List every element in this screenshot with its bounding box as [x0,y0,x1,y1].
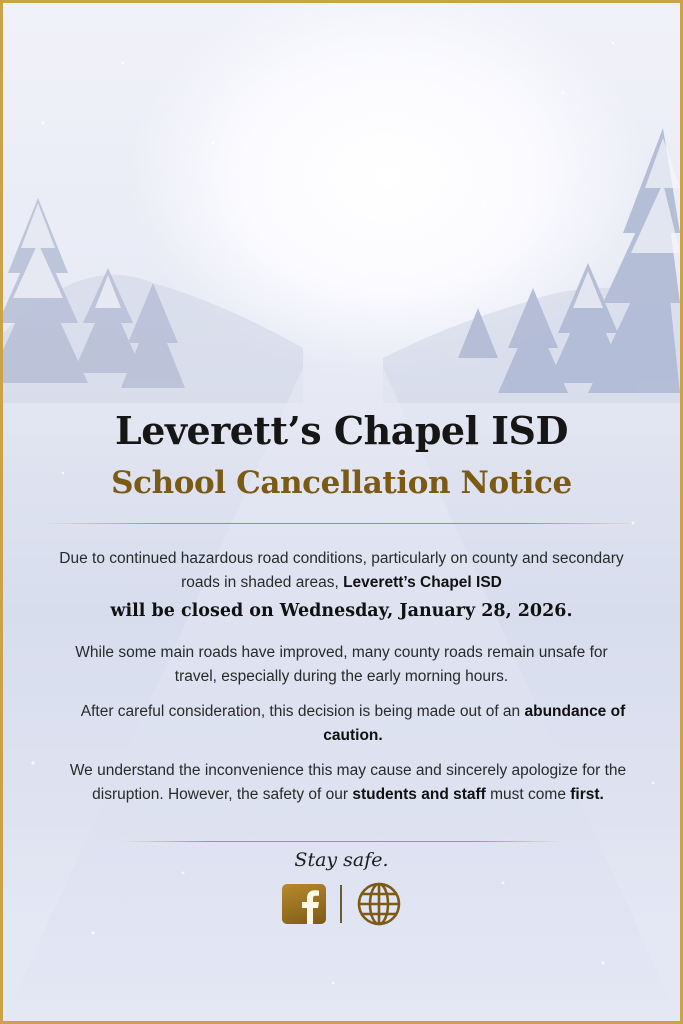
paragraph-roads: While some main roads have improved, many county roads remain unsafe for travel, especially during the early morning hours. [75,644,608,685]
paragraph-conditions-text: Due to continued hazardous road conditions, particularly on county and secondary roads in shaded areas, [59,550,624,591]
closure-date: will be closed on Wednesday, January 28, 2026. [110,601,573,621]
paragraph-apology-bold-2: first. [570,786,604,803]
divider-bottom [123,841,560,842]
paragraph-conditions-district: Leverett’s Chapel ISD [343,574,502,591]
facebook-icon[interactable] [282,884,326,924]
district-title: Leverett’s Chapel ISD [115,408,568,453]
paragraph-caution-bold: abundance of caution. [323,703,626,744]
social-links [3,881,680,927]
paragraph-conditions [43,547,640,595]
paragraph-apology [48,759,648,807]
paragraph-caution [63,700,643,748]
paragraph-apology-bold-1: students and staff [352,786,486,803]
icon-divider [340,885,342,923]
notice-heading: School Cancellation Notice [111,465,572,501]
notice-content [3,3,680,1021]
globe-icon[interactable] [356,881,402,927]
paragraph-caution-text: After careful consideration, this decision is being made out of an [80,703,521,720]
signoff: Stay safe. [294,849,389,871]
paragraph-apology-text-2: must come [490,786,566,803]
paragraph-apology-text: We understand the inconvenience this may cause and sincerely apologize for the disruption. However, the safety of our [69,762,627,803]
divider-top [43,523,640,524]
